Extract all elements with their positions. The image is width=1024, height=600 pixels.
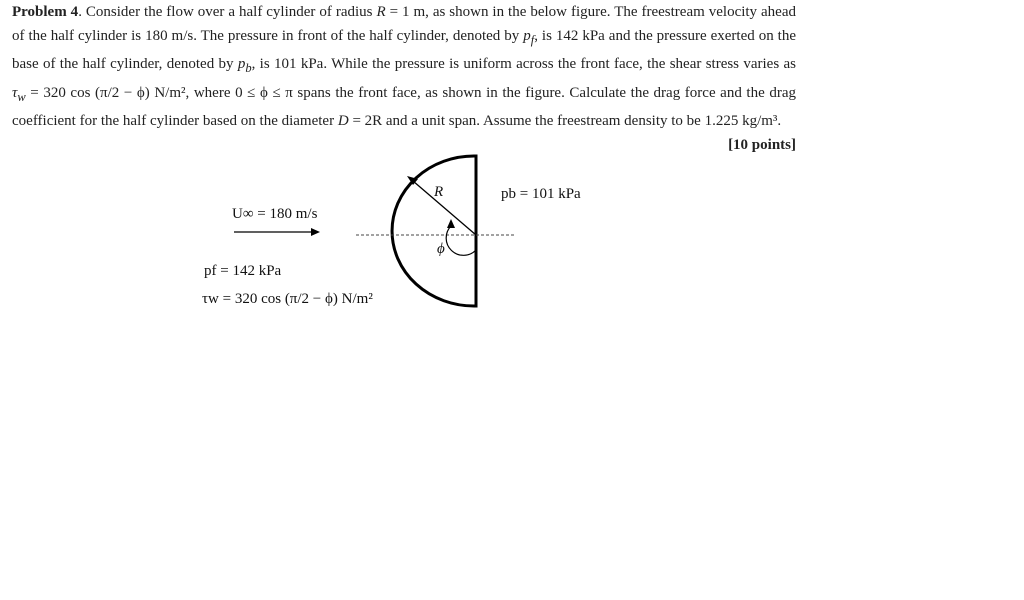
phi-arrowhead	[447, 219, 455, 228]
problem-text-e: = 320 cos (π/2 − ϕ) N/m², where 0 ≤ ϕ ≤ π spans the front face, as shown in the figure. Calculate the drag force and the drag coefficient for the half cylinder based on the diameter	[12, 84, 796, 129]
radius-line	[413, 181, 476, 235]
pf-label: pf = 142 kPa	[204, 263, 282, 279]
diameter-symbol: D	[337, 112, 349, 129]
pf-subscript: f	[530, 33, 535, 48]
pb-subscript: b	[245, 61, 252, 76]
problem-text-f: = 2R and a unit span. Assume the freestream density to be 1.225 kg/m³.	[348, 112, 782, 129]
pf-symbol: p	[523, 28, 531, 45]
tau-subscript: w	[17, 89, 26, 104]
pb-label: pb = 101 kPa	[501, 186, 581, 202]
radius-symbol: R	[376, 4, 386, 20]
problem-text-c: , is 142 kPa and the pressure exerted on the base of the half cylinder, denoted by	[12, 28, 796, 73]
tau-symbol: τ	[12, 84, 18, 101]
pb-symbol: p	[237, 56, 246, 73]
phi-label: ϕ	[437, 241, 445, 257]
points-label: [10 points]	[728, 137, 796, 154]
problem-text-a: . Consider the flow over a half cylinder of radius	[78, 4, 377, 20]
problem-label: Problem 4	[12, 4, 79, 20]
r-label: R	[434, 184, 444, 200]
problem-text-b: = 1 m, as shown in the below figure. The freestream velocity ahead of the half cylinder is 180 m/s. The pressure in front of the half cylinder, denoted by	[12, 4, 796, 45]
freestream-arrowhead	[311, 228, 320, 236]
problem-text-d: , is 101 kPa. While the pressure is uniform across the front face, the shear stress varies as	[251, 56, 796, 73]
half-cylinder-outline	[392, 156, 476, 306]
u-inf-label: U∞ = 180 m/s	[232, 206, 318, 222]
tau-label: τw = 320 cos (π/2 − ϕ) N/m²	[202, 291, 373, 307]
